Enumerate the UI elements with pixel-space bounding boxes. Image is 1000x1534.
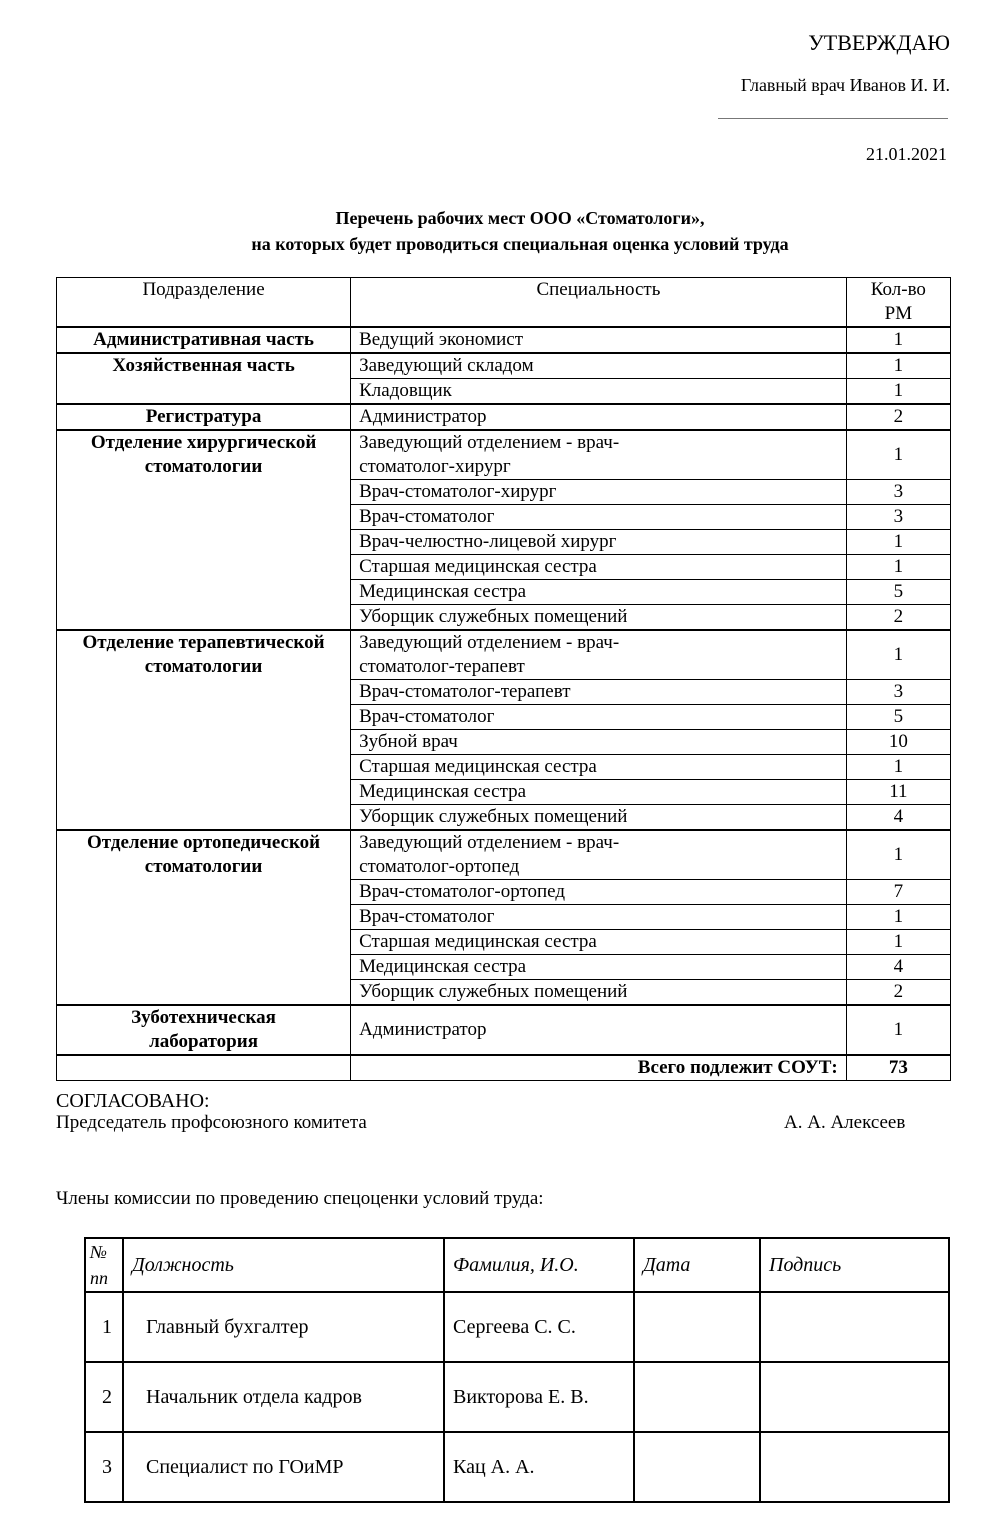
specialty-cell: Медицинская сестра [351,955,847,980]
specialty-cell: Старшая медицинская сестра [351,755,847,780]
member-name: Викторова Е. В. [444,1362,634,1432]
count-cell: 5 [846,705,950,730]
count-cell: 1 [846,430,950,480]
department-cell: Регистратура [57,404,351,430]
commission-row [85,1432,949,1502]
total-value: 73 [846,1055,950,1081]
specialty-cell: Администратор [351,1005,847,1055]
specialty-cell: Уборщик служебных помещений [351,980,847,1006]
count-cell: 1 [846,930,950,955]
column-header-specialty: Специальность [351,278,847,328]
department-cell: Отделение терапевтической стоматологии [57,630,351,830]
specialty-cell: Зубной врач [351,730,847,755]
specialty-cell: Врач-стоматолог-хирург [351,480,847,505]
specialty-cell: Заведующий отделением - врач-стоматолог-ортопед [351,830,847,880]
title-line-1: Перечень рабочих мест ООО «Стоматологи», [335,208,705,228]
table-row [57,353,951,379]
count-cell: 1 [846,830,950,880]
table-header-row [57,278,951,328]
approval-date: 21.01.2021 [866,144,947,164]
member-position: Начальник отдела кадров [123,1362,444,1432]
column-header-position: Должность [123,1238,444,1292]
count-cell: 1 [846,327,950,353]
signature-line [718,118,948,119]
column-header-count: Кол-во РМ [846,278,950,328]
specialty-cell: Заведующий складом [351,353,847,379]
member-signature [760,1362,949,1432]
chair-position: Председатель профсоюзного комитета [56,1112,367,1133]
count-cell: 10 [846,730,950,755]
specialty-cell: Врач-стоматолог [351,505,847,530]
member-signature [760,1292,949,1362]
table-row [57,327,951,353]
department-cell: Административная часть [57,327,351,353]
specialty-cell: Медицинская сестра [351,780,847,805]
member-position: Главный бухгалтер [123,1292,444,1362]
count-cell: 2 [846,980,950,1006]
chair-name: А. А. Алексеев [784,1112,906,1133]
column-header-name: Фамилия, И.О. [444,1238,634,1292]
member-signature [760,1432,949,1502]
document-title [0,205,1000,257]
agreed-label: СОГЛАСОВАНО: [56,1090,210,1112]
department-cell: Хозяйственная часть [57,353,351,404]
specialty-cell: Администратор [351,404,847,430]
member-date [634,1432,760,1502]
department-cell: Зуботехническая лаборатория [57,1005,351,1055]
approver-signer: Главный врач Иванов И. И. [740,75,950,95]
count-cell: 2 [846,404,950,430]
count-cell: 1 [846,755,950,780]
member-number: 2 [85,1362,123,1432]
specialty-cell: Врач-челюстно-лицевой хирург [351,530,847,555]
table-row [57,830,951,880]
commission-row [85,1362,949,1432]
count-cell: 1 [846,353,950,379]
member-name: Сергеева С. С. [444,1292,634,1362]
column-header-signature: Подпись [760,1238,949,1292]
total-empty-cell [57,1055,351,1081]
commission-row [85,1292,949,1362]
specialty-cell: Врач-стоматолог [351,905,847,930]
title-line-2: на которых будет проводиться специальная оценка условий труда [251,234,789,254]
specialty-cell: Врач-стоматолог [351,705,847,730]
column-header-number: № пп [85,1238,123,1292]
column-header-date: Дата [634,1238,760,1292]
count-cell: 2 [846,605,950,631]
count-cell: 4 [846,955,950,980]
column-header-department: Подразделение [57,278,351,328]
specialty-cell: Врач-стоматолог-ортопед [351,880,847,905]
specialty-cell: Ведущий экономист [351,327,847,353]
specialty-cell: Врач-стоматолог-терапевт [351,680,847,705]
count-cell: 4 [846,805,950,831]
member-date [634,1362,760,1432]
commission-intro: Члены комиссии по проведению спецоценки условий труда: [56,1188,544,1209]
count-cell: 1 [846,905,950,930]
table-row [57,430,951,480]
count-cell: 11 [846,780,950,805]
count-cell: 1 [846,530,950,555]
department-cell: Отделение хирургической стоматологии [57,430,351,630]
member-position: Специалист по ГОиМР [123,1432,444,1502]
workplaces-table [56,277,951,1081]
commission-header-row [85,1238,949,1292]
count-cell: 3 [846,505,950,530]
specialty-cell: Заведующий отделением - врач-стоматолог-хирург [351,430,847,480]
table-row [57,1005,951,1055]
count-cell: 1 [846,379,950,405]
count-cell: 3 [846,680,950,705]
specialty-cell: Старшая медицинская сестра [351,555,847,580]
member-number: 1 [85,1292,123,1362]
table-row [57,404,951,430]
count-cell: 3 [846,480,950,505]
total-label: Всего подлежит СОУТ: [351,1055,847,1081]
table-row [57,630,951,680]
count-cell: 1 [846,555,950,580]
count-cell: 5 [846,580,950,605]
member-date [634,1292,760,1362]
specialty-cell: Заведующий отделением - врач-стоматолог-терапевт [351,630,847,680]
specialty-cell: Кладовщик [351,379,847,405]
commission-table [84,1237,950,1503]
approve-heading: УТВЕРЖДАЮ [808,30,950,55]
count-cell: 1 [846,630,950,680]
member-name: Кац А. А. [444,1432,634,1502]
count-cell: 7 [846,880,950,905]
department-cell: Отделение ортопедической стоматологии [57,830,351,1005]
total-row [57,1055,951,1081]
member-number: 3 [85,1432,123,1502]
count-cell: 1 [846,1005,950,1055]
specialty-cell: Старшая медицинская сестра [351,930,847,955]
specialty-cell: Уборщик служебных помещений [351,805,847,831]
specialty-cell: Уборщик служебных помещений [351,605,847,631]
specialty-cell: Медицинская сестра [351,580,847,605]
